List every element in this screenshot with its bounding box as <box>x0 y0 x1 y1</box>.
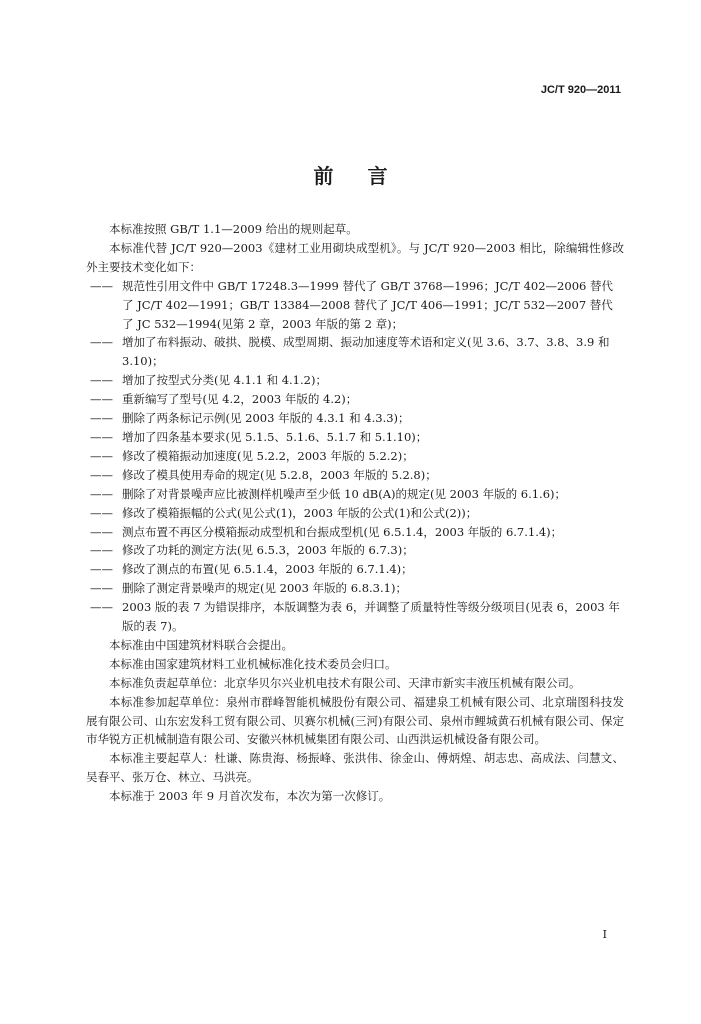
dash-marker: —— <box>90 581 113 596</box>
change-item <box>86 277 624 334</box>
standard-code: JC/T 920—2011 <box>540 84 621 96</box>
change-text: 修改了模箱振幅的公式(见公式(1)，2003 年版的公式(1)和公式(2))； <box>122 505 478 520</box>
change-item <box>86 485 624 504</box>
change-text: 增加了四条基本要求(见 5.1.5、5.1.6、5.1.7 和 5.1.10)； <box>122 429 428 444</box>
change-text: 测点布置不再区分模箱振动成型机和台振成型机(见 6.5.1.4，2003 年版的 6.7.1.4)； <box>122 524 563 539</box>
dash-marker: —— <box>90 486 113 501</box>
dash-marker: —— <box>90 467 113 482</box>
change-text: 删除了测定背景噪声的规定(见 2003 年版的 6.8.3.1)； <box>122 581 407 596</box>
change-item <box>86 523 624 542</box>
proposer-paragraph: 本标准由中国建筑材料联合会提出。 <box>109 637 293 652</box>
change-text: 删除了对背景噪声应比被测样机噪声至少低 10 dB(A)的规定(见 2003 年版的 6.1.6)； <box>122 486 566 501</box>
change-list <box>86 277 624 636</box>
change-text: 增加了按型式分类(见 4.1.1 和 4.1.2)； <box>122 373 327 388</box>
dash-marker: —— <box>90 373 113 388</box>
change-item <box>86 541 624 560</box>
change-text: 重新编写了型号(见 4.2，2003 年版的 4.2)； <box>122 392 358 407</box>
participants-paragraph: 本标准参加起草单位：泉州市群峰智能机械股份有限公司、福建泉工机械有限公司、北京瑞图科技发展有限公司、山东宏发科工贸有限公司、贝赛尔机械(三河)有限公司、泉州市鲤城黄石机械有限公司、保定市华锐方正机械制造有限公司、安徽兴林机械集团有限公司、山西洪运机械设备有限公司。 <box>86 694 624 747</box>
page-title: 前言 <box>313 164 422 188</box>
change-text: 修改了模具使用寿命的规定(见 5.2.8，2003 年版的 5.2.8)； <box>122 467 437 482</box>
change-text: 修改了功耗的测定方法(见 6.5.3，2003 年版的 6.7.3)； <box>122 543 414 558</box>
change-text: 2003 版的表 7 为错误排序，本版调整为表 6，并调整了质量特性等级分级项目(见表 6，2003 年版的表 7)。 <box>122 600 620 634</box>
change-text: 修改了模箱振动加速度(见 5.2.2，2003 年版的 5.2.2)； <box>122 448 414 463</box>
dash-marker: —— <box>90 278 113 293</box>
document-body <box>86 220 624 806</box>
dash-marker: —— <box>90 562 113 577</box>
change-item <box>86 333 624 371</box>
change-item <box>86 390 624 409</box>
page-number: I <box>602 928 607 941</box>
change-item <box>86 371 624 390</box>
change-text: 修改了测点的布置(见 6.5.1.4，2003 年版的 6.7.1.4)； <box>122 562 413 577</box>
change-text: 规范性引用文件中 GB/T 17248.3—1999 替代了 GB/T 3768—1996；JC/T 402—2006 替代了 JC/T 402—1991；GB/T 13384—2008 替代了 JC/T 406—1991；JC/T 532—2007 替代了 JC 532—1994(见第 2 章，2003 年版的第 2 章)； <box>122 278 613 331</box>
dash-marker: —— <box>90 505 113 520</box>
change-item <box>86 409 624 428</box>
intro-paragraph-2: 本标准代替 JC/T 920—2003《建材工业用砌块成型机》。与 JC/T 920—2003 相比，除编辑性修改外主要技术变化如下： <box>86 240 624 274</box>
dash-marker: —— <box>90 600 113 615</box>
dash-marker: —— <box>90 543 113 558</box>
dash-marker: —— <box>90 411 113 426</box>
change-item <box>86 447 624 466</box>
lead-drafters-paragraph: 本标准负责起草单位：北京华贝尔兴业机电技术有限公司、天津市新实丰液压机械有限公司。 <box>109 675 581 690</box>
dash-marker: —— <box>90 392 113 407</box>
change-item <box>86 560 624 579</box>
dash-marker: —— <box>90 448 113 463</box>
change-item <box>86 466 624 485</box>
responsible-paragraph: 本标准由国家建筑材料工业机械标准化技术委员会归口。 <box>109 656 397 671</box>
change-item <box>86 598 624 636</box>
dash-marker: —— <box>90 524 113 539</box>
history-paragraph: 本标准于 2003 年 9 月首次发布，本次为第一次修订。 <box>109 789 391 804</box>
change-item <box>86 428 624 447</box>
dash-marker: —— <box>90 429 113 444</box>
dash-marker: —— <box>90 335 113 350</box>
intro-paragraph-1: 本标准按照 GB/T 1.1—2009 给出的规则起草。 <box>109 222 358 236</box>
change-text: 增加了布料振动、破拱、脱模、成型周期、振动加速度等术语和定义(见 3.6、3.7、3.8、3.9 和 3.10)； <box>122 335 610 369</box>
change-text: 删除了两条标记示例(见 2003 年版的 4.3.1 和 4.3.3)； <box>122 411 410 426</box>
main-drafters-paragraph: 本标准主要起草人：杜谦、陈贵海、杨振峰、张洪伟、徐金山、傅炳煌、胡志忠、高成法、闫慧文、吴春平、张万仓、林立、马洪亮。 <box>86 751 624 785</box>
change-item <box>86 504 624 523</box>
change-item <box>86 579 624 598</box>
